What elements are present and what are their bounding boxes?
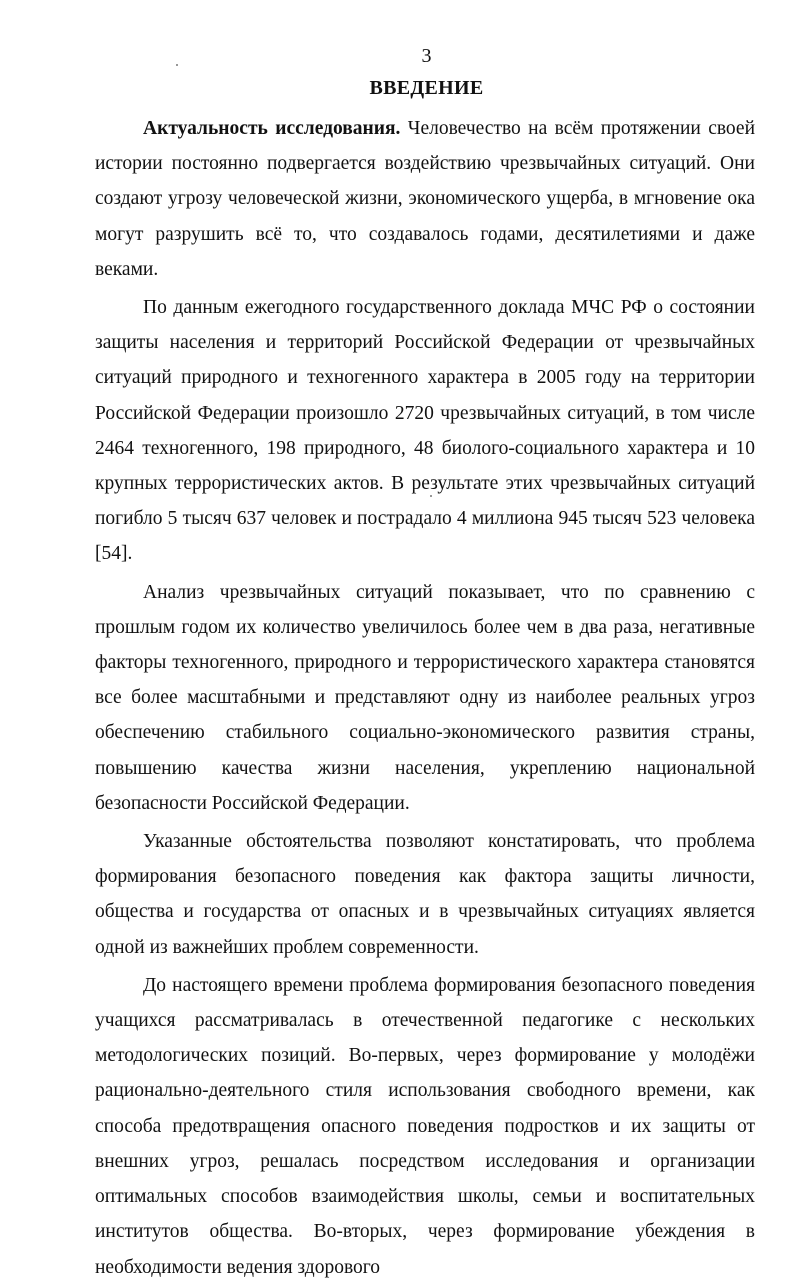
paragraph-text: По данным ежегодного государственного доклада МЧС РФ о состоянии защиты населения и территорий Российской Федерации от чрезвычайных ситуаций природного и техногенного характера в 2005 году на территории Российской Федерации произошло 2720 чрезвычайных ситуаций, в том числе 2464 техногенного, 198 природного, 48 биолого-социального характера и 10 крупных террористических актов. В результате этих чрезвычайных ситуаций погибло 5 тысяч 637 человек и пострадало 4 миллиона 945 тысяч 523 человека [54]. xyxy=(95,297,755,565)
paragraph-analysis xyxy=(95,575,755,821)
section-heading: ВВЕДЕНИЕ xyxy=(369,77,484,99)
page-number: 3 xyxy=(421,45,432,67)
body-text xyxy=(95,111,755,1285)
paragraph-relevance xyxy=(95,111,755,287)
paragraph-circumstances xyxy=(95,824,755,965)
paragraph-text: Человечество на всём протяжении своей истории постоянно подвергается воздействию чрезвычайных ситуаций. Они создают угрозу человеческой жизни, экономического ущерба, в мгновение ока могут разрушить всё то, что создавалось годами, десятилетиями и даже веками. xyxy=(95,118,756,280)
paragraph-text: До настоящего времени проблема формирования безопасного поведения учащихся рассматривалась в отечественной педагогике с нескольких методологических позиций. Во-первых, через формирование у молодёжи рационально-деятельного стиля использования свободного времени, как способа предотвращения опасного поведения подростков и их защиты от внешних угроз, решалась посредством исследования и организации оптимальных способов взаимодействия школы, семьи и воспитательных институтов общества. Во-вторых, через формирование убеждения в необходимости ведения здорового xyxy=(95,974,755,1278)
paragraph-text: Указанные обстоятельства позволяют констатировать, что проблема формирования безопасного поведения как фактора защиты личности, общества и государства от опасных и в чрезвычайных ситуациях является одной из важнейших проблем современности. xyxy=(95,831,755,958)
paragraph-text: Анализ чрезвычайных ситуаций показывает, что по сравнению с прошлым годом их количество увеличилось более чем в два раза, негативные факторы техногенного, природного и террористического характера становятся все более масштабными и представляют одну из наиболее реальных угроз обеспечению стабильного социально-экономического развития страны, повышению качества жизни населения, укреплению национальной безопасности Российской Федерации. xyxy=(95,581,755,814)
paragraph-statistics xyxy=(95,290,755,572)
paragraph-methodology xyxy=(95,968,755,1285)
paragraph-lead: Актуальность исследования. xyxy=(143,118,401,139)
